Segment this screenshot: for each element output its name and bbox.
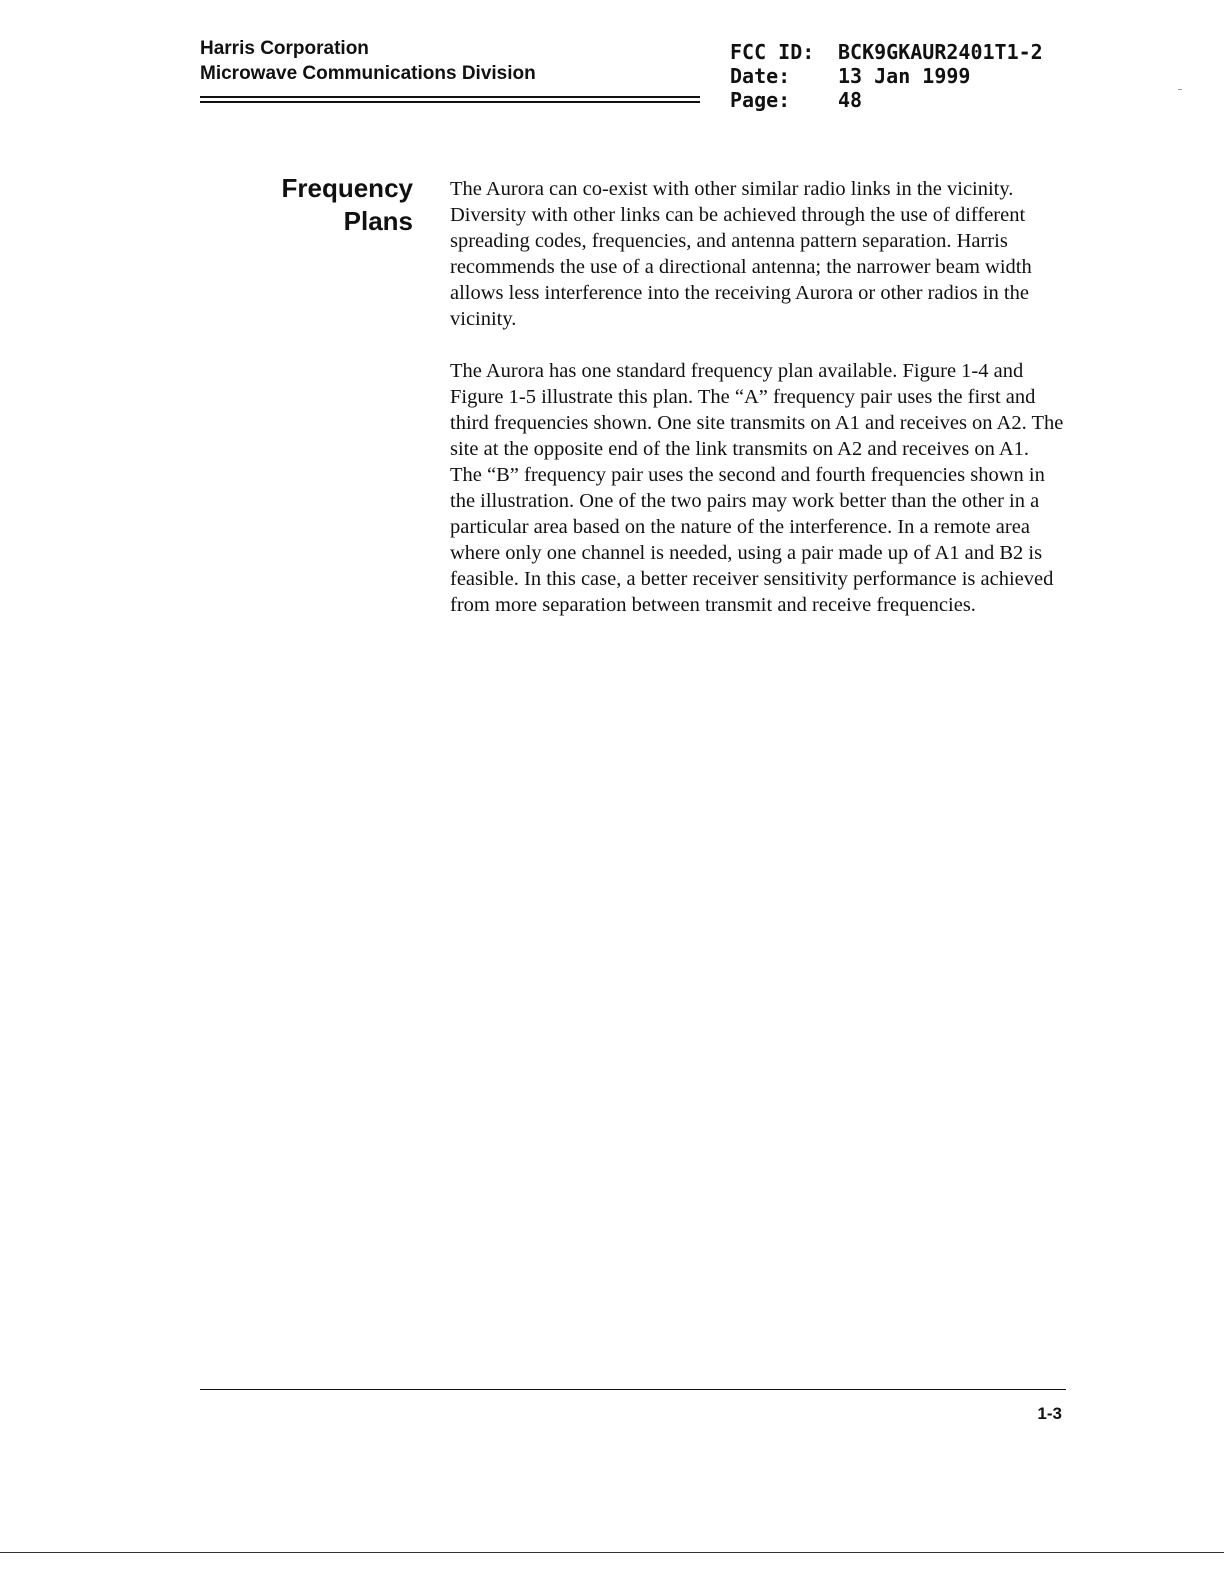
page-number: 1-3 [1037,1404,1062,1423]
page-bottom-edge [0,1552,1224,1553]
header-organization [200,36,536,86]
date-row [730,64,1043,88]
section-heading-line1: Frequency [281,173,413,203]
page-label: Page: [730,88,791,112]
section-heading [200,172,413,238]
header-rule-bottom [200,101,700,103]
page-value: 48 [838,88,863,112]
section-body [450,176,1065,644]
company-name: Harris Corporation [200,38,369,59]
footer-rule [200,1389,1066,1390]
body-paragraph: The Aurora has one standard frequency plan available. Figure 1-4 and Figure 1-5 illustrate this plan. The “A” frequency pair uses the first and third frequencies shown. One site transmits on A1 and receives on A2. The site at the opposite end of the link transmits on A2 and receives on A1. The “B” frequency pair uses the second and fourth frequencies shown in the illustration. One of the two pairs may work better than the other in a particular area based on the nature of the interference. In a remote area where only one channel is needed, using a pair made up of A1 and B2 is feasible. In this case, a better receiver sensitivity performance is achieved from more separation between transmit and receive frequencies. [450,360,1064,616]
fcc-id-label: FCC ID: [730,40,815,64]
division-name: Microwave Communications Division [200,63,536,84]
date-label: Date: [730,64,791,88]
section-heading-line2: Plans [343,206,413,236]
body-paragraph: The Aurora can co-exist with other similar radio links in the vicinity. Diversity with other links can be achieved through the use of different spreading codes, frequencies, and antenna pattern separation. Harris recommends the use of a directional antenna; the narrower beam width allows less interference into the receiving Aurora or other radios in the vicinity. [450,178,1032,330]
date-value: 13 Jan 1999 [838,64,971,88]
fcc-id-value: BCK9GKAUR2401T1-2 [838,40,1043,64]
page-row [730,88,1043,112]
scan-speck [1178,89,1182,90]
header-rule-top [200,96,700,98]
fcc-id-row [730,40,1043,64]
document-metadata [730,40,1043,112]
